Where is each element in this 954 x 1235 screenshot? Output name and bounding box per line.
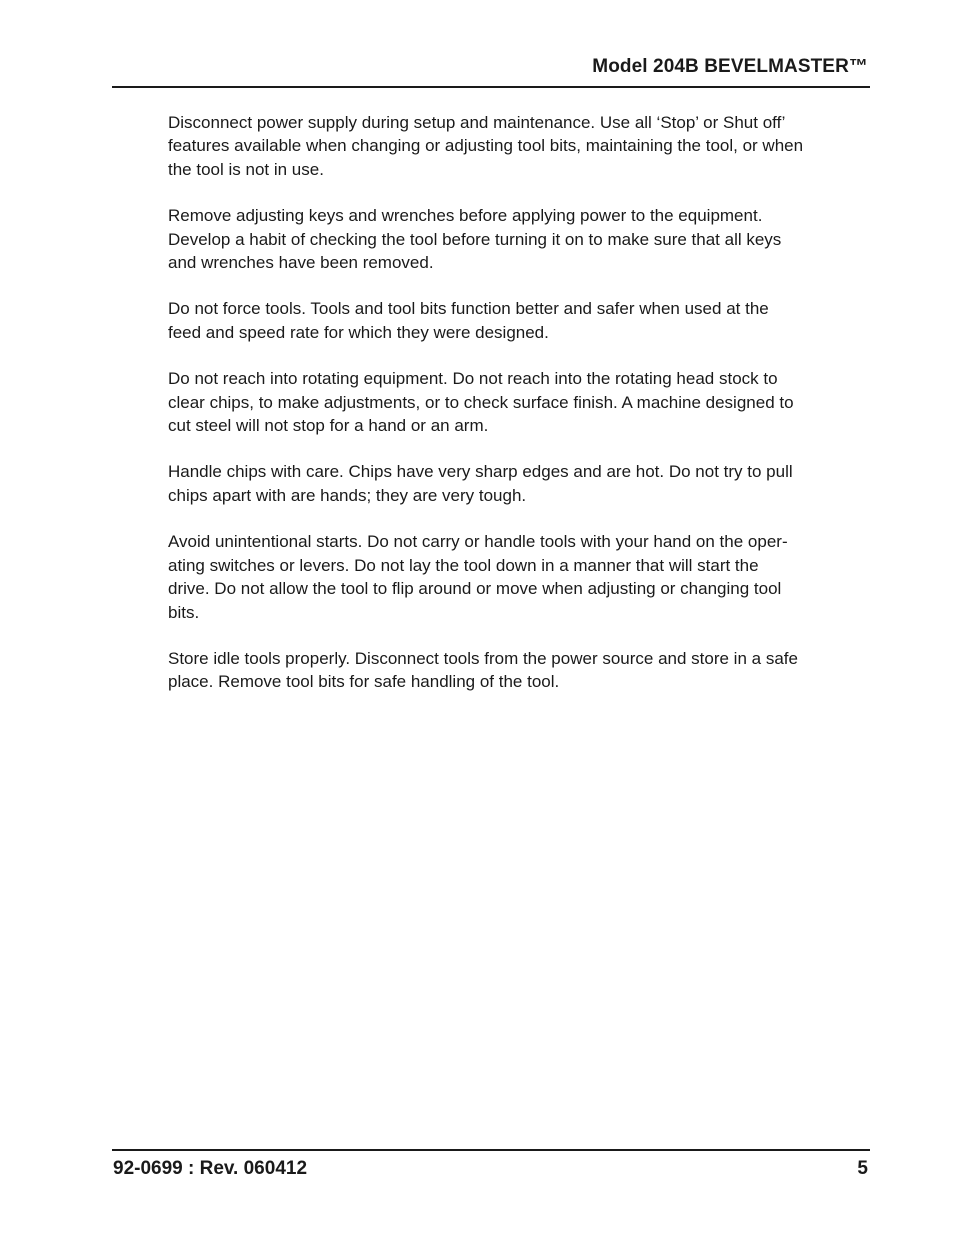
paragraph-do-not-force: Do not force tools. Tools and tool bits function better and safer when used at the feed and speed rate for which they were designed. [168, 299, 769, 342]
paragraph-remove-keys: Remove adjusting keys and wrenches before applying power to the equipment. Develop a habit of checking the tool before turning it on to make sure that all keys and wrenches have been removed. [168, 206, 782, 273]
document-title: Model 204B BEVELMASTER™ [592, 56, 868, 77]
document-revision: 92-0699 : Rev. 060412 [113, 1158, 308, 1179]
paragraph-unintentional-starts: Avoid unintentional starts. Do not carry or handle tools with your hand on the oper- ating switches or levers. Do not lay the tool down in a manner that will start the drive. Do not allow the tool to flip around or move when adjusting or changing tool bits. [168, 532, 788, 622]
page-number: 5 [857, 1158, 868, 1179]
paragraph-rotating-equipment: Do not reach into rotating equipment. Do not reach into the rotating head stock to clear chips, to make adjustments, or to check surface finish. A machine designed to cut steel will not stop for a hand or an arm. [168, 369, 794, 436]
paragraph-store-tools: Store idle tools properly. Disconnect tools from the power source and store in a safe place. Remove tool bits for safe handling of the tool. [168, 648, 798, 692]
paragraph-handle-chips: Handle chips with care. Chips have very sharp edges and are hot. Do not try to pull chips apart with are hands; they are very tough. [168, 462, 793, 505]
page-header [112, 52, 870, 88]
page-footer [112, 1149, 870, 1191]
paragraph-disconnect-power: Disconnect power supply during setup and maintenance. Use all ‘Stop’ or Shut off’ features available when changing or adjusting tool bits, maintaining the tool, or when the tool is not in use. [168, 113, 804, 179]
safety-instructions [168, 111, 872, 717]
